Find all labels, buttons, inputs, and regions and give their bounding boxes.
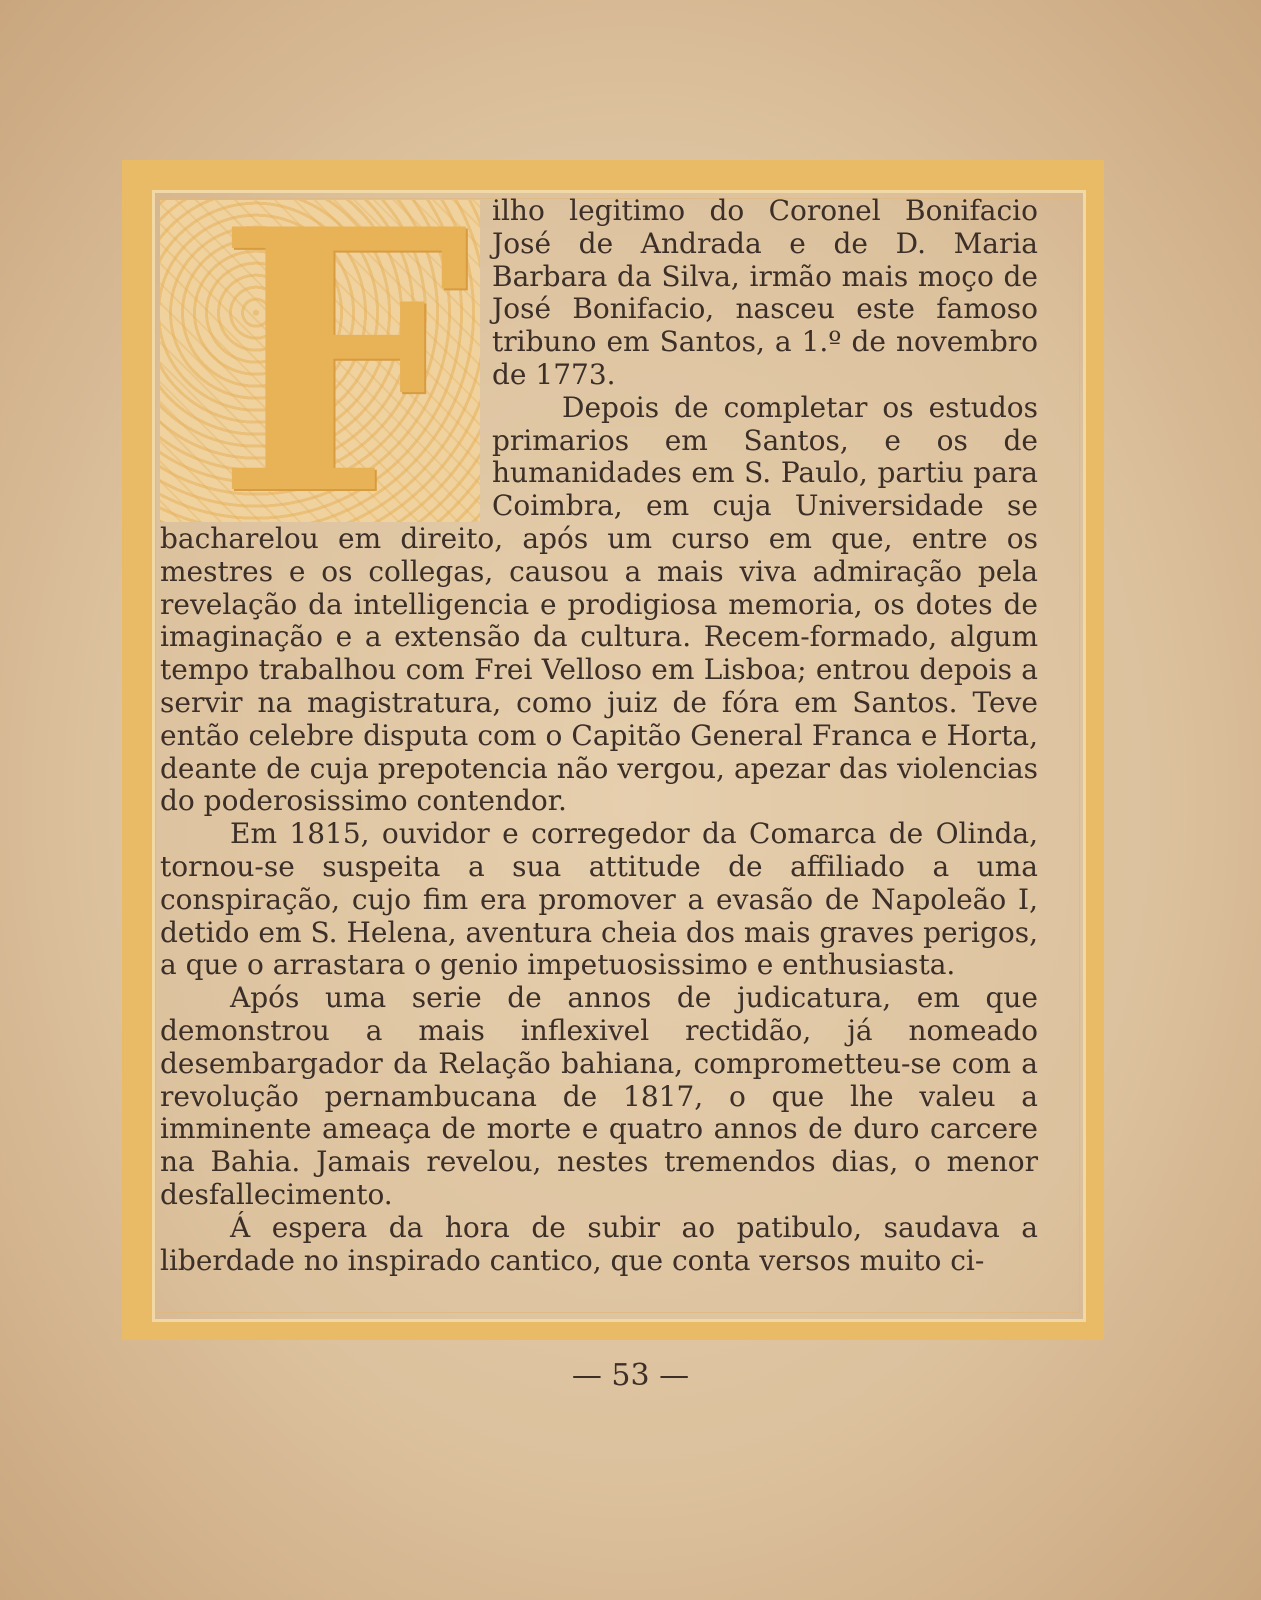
body-text: [160, 151, 1038, 1277]
page-number: — 53 —: [571, 1358, 690, 1393]
paragraph-1: ilho legitimo do Coronel Bonifacio José de Andrada e de D. Maria Barbara da Silva, irmão mais moço de José Bonifacio, nasceu este famoso tribuno em Santos, a 1.º de novembro de 1773.: [492, 194, 1038, 391]
paragraph-4: Após uma serie de annos de judicatura, em que demonstrou a mais inflexivel rectidão, já nomeado desembargador da Relação bahiana, comprometteu-se com a revolução pernambucana de 1817, o que lhe valeu a imminente ameaça de morte e quatro annos de duro carcere na Bahia. Jamais revelou, nestes tremendos dias, o menor desfallecimento.: [160, 981, 1038, 1211]
dropcap-letter: F: [215, 151, 471, 574]
paragraph-5: Á espera da hora de subir ao patibulo, saudava a liberdade no inspirado cantico, que conta versos muito ci-: [160, 1210, 1038, 1277]
paragraph-2: Depois de completar os estudos primarios em Santos, e os de humanidades em S. Paulo, partiu para Coimbra, em cuja Universidade se bacharelou em direito, após um curso em que, entre os mestres e os collegas, causou a mais viva admiração pela revelação da intelligencia e prodigiosa memoria, os dotes de imaginação e a extensão da cultura. Recem-formado, algum tempo trabalhou com Frei Velloso em Lisboa; entrou depois a servir na magistratura, como juiz de fóra em Santos. Teve então celebre disputa com o Capitão General Franca e Horta, deante de cuja prepotencia não vergou, apezar das violencias do poderosissimo contendor.: [160, 390, 1038, 818]
paragraph-3: Em 1815, ouvidor e corregedor da Comarca de Olinda, tornou-se suspeita a sua attitude de affiliado a uma conspiração, cujo fim era promover a evasão de Napoleão I, detido em S. Helena, aventura cheia dos mais graves perigos, a que o arrastara o genio impetuosissimo e enthusiasta.: [160, 817, 1038, 982]
